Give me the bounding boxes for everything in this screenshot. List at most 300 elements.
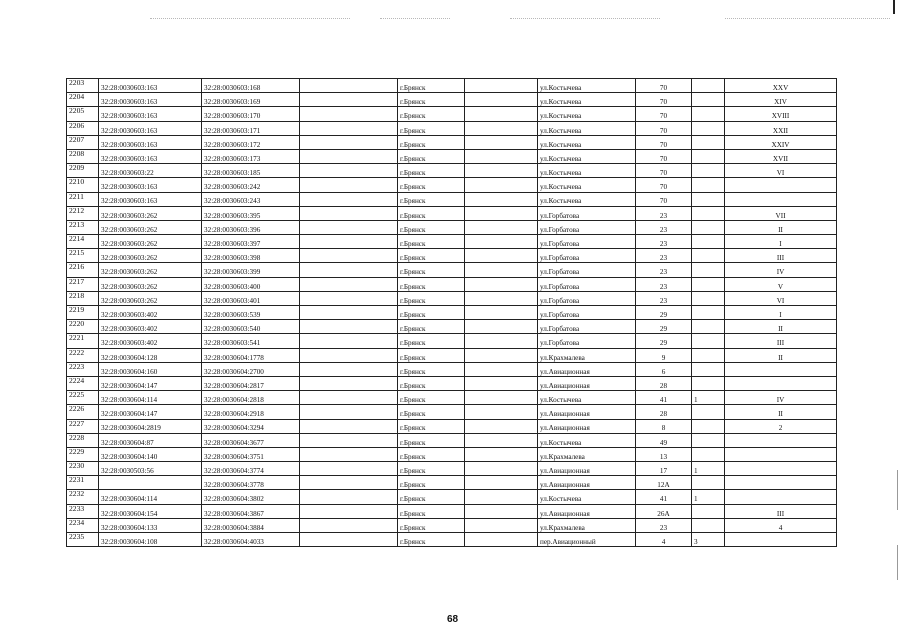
house-number: 12А [636, 476, 692, 490]
parent-cadastral-number: 32:28:0030604:2819 [99, 419, 202, 433]
room-number [725, 447, 837, 461]
parent-cadastral-number: 32:28:0030604:160 [99, 362, 202, 376]
parent-cadastral-number: 32:28:0030604:133 [99, 518, 202, 532]
empty-cell [465, 107, 538, 121]
parent-cadastral-number: 32:28:0030603:163 [99, 149, 202, 163]
empty-cell [465, 277, 538, 291]
empty-cell [465, 263, 538, 277]
row-number: 2206 [67, 121, 99, 135]
row-number: 2211 [67, 192, 99, 206]
empty-cell [300, 192, 398, 206]
room-number: III [725, 504, 837, 518]
empty-cell [465, 476, 538, 490]
empty-cell [300, 433, 398, 447]
building-part [692, 306, 725, 320]
row-number: 2224 [67, 376, 99, 390]
house-number: 4 [636, 533, 692, 547]
table-row [67, 504, 837, 518]
cadastral-number: 32:28:0030604:3774 [202, 462, 300, 476]
empty-cell [465, 93, 538, 107]
city-cell: г.Брянск [398, 405, 465, 419]
city-cell: г.Брянск [398, 192, 465, 206]
table-row [67, 490, 837, 504]
house-number: 23 [636, 220, 692, 234]
house-number: 41 [636, 391, 692, 405]
empty-cell [300, 249, 398, 263]
city-cell: г.Брянск [398, 447, 465, 461]
building-part [692, 447, 725, 461]
room-number: XVIII [725, 107, 837, 121]
room-number: XXV [725, 79, 837, 93]
cadastral-number: 32:28:0030604:3867 [202, 504, 300, 518]
room-number [725, 192, 837, 206]
table-row [67, 533, 837, 547]
table-row [67, 121, 837, 135]
city-cell: г.Брянск [398, 263, 465, 277]
page-number: 68 [446, 614, 459, 625]
empty-cell [300, 391, 398, 405]
empty-cell [300, 419, 398, 433]
table-row [67, 149, 837, 163]
cadastral-number: 32:28:0030603:243 [202, 192, 300, 206]
city-cell: г.Брянск [398, 433, 465, 447]
house-number: 23 [636, 235, 692, 249]
cadastral-number: 32:28:0030603:169 [202, 93, 300, 107]
street-cell: ул.Костычева [538, 192, 636, 206]
empty-cell [300, 447, 398, 461]
scan-side-mark [897, 545, 898, 580]
empty-cell [465, 320, 538, 334]
row-number: 2210 [67, 178, 99, 192]
room-number: VI [725, 164, 837, 178]
building-part [692, 277, 725, 291]
house-number: 23 [636, 263, 692, 277]
street-cell: ул.Горбатова [538, 206, 636, 220]
house-number: 6 [636, 362, 692, 376]
parent-cadastral-number: 32:28:0030604:87 [99, 433, 202, 447]
building-part [692, 220, 725, 234]
house-number: 28 [636, 376, 692, 390]
empty-cell [300, 490, 398, 504]
scan-edge-mark [893, 0, 895, 14]
city-cell: г.Брянск [398, 391, 465, 405]
table-row [67, 93, 837, 107]
building-part: 3 [692, 533, 725, 547]
street-cell: ул.Костычева [538, 79, 636, 93]
row-number: 2205 [67, 107, 99, 121]
house-number: 70 [636, 79, 692, 93]
parent-cadastral-number: 32:28:0030604:154 [99, 504, 202, 518]
building-part [692, 107, 725, 121]
empty-cell [300, 277, 398, 291]
parent-cadastral-number: 32:28:0030603:262 [99, 220, 202, 234]
city-cell: г.Брянск [398, 476, 465, 490]
building-part [692, 405, 725, 419]
registry-table-body [67, 79, 837, 547]
street-cell: ул.Авиационная [538, 405, 636, 419]
parent-cadastral-number: 32:28:0030603:163 [99, 192, 202, 206]
building-part [692, 419, 725, 433]
house-number: 41 [636, 490, 692, 504]
house-number: 70 [636, 178, 692, 192]
empty-cell [465, 334, 538, 348]
empty-cell [300, 504, 398, 518]
building-part: 1 [692, 462, 725, 476]
row-number: 2218 [67, 291, 99, 305]
city-cell: г.Брянск [398, 149, 465, 163]
table-row [67, 447, 837, 461]
row-number: 2232 [67, 490, 99, 504]
house-number: 29 [636, 320, 692, 334]
empty-cell [465, 249, 538, 263]
cadastral-number: 32:28:0030603:396 [202, 220, 300, 234]
empty-cell [465, 447, 538, 461]
empty-cell [465, 504, 538, 518]
empty-cell [300, 263, 398, 277]
room-number: II [725, 348, 837, 362]
row-number: 2231 [67, 476, 99, 490]
building-part: 1 [692, 391, 725, 405]
cadastral-number: 32:28:0030603:401 [202, 291, 300, 305]
street-cell: ул.Крахмалева [538, 518, 636, 532]
empty-cell [300, 518, 398, 532]
street-cell: ул.Горбатова [538, 306, 636, 320]
scan-artifact-line [725, 18, 890, 20]
cadastral-number: 32:28:0030603:400 [202, 277, 300, 291]
building-part [692, 93, 725, 107]
empty-cell [465, 206, 538, 220]
house-number: 70 [636, 135, 692, 149]
cadastral-number: 32:28:0030603:540 [202, 320, 300, 334]
street-cell: ул.Костычева [538, 121, 636, 135]
empty-cell [300, 235, 398, 249]
empty-cell [300, 206, 398, 220]
cadastral-number: 32:28:0030603:397 [202, 235, 300, 249]
street-cell: ул.Костычева [538, 178, 636, 192]
room-number: XVII [725, 149, 837, 163]
empty-cell [465, 462, 538, 476]
city-cell: г.Брянск [398, 320, 465, 334]
cadastral-number: 32:28:0030603:242 [202, 178, 300, 192]
house-number: 29 [636, 334, 692, 348]
empty-cell [300, 291, 398, 305]
street-cell: ул.Горбатова [538, 334, 636, 348]
room-number: XIV [725, 93, 837, 107]
empty-cell [300, 149, 398, 163]
room-number: II [725, 405, 837, 419]
building-part [692, 504, 725, 518]
empty-cell [300, 362, 398, 376]
empty-cell [465, 178, 538, 192]
room-number: VII [725, 206, 837, 220]
building-part [692, 164, 725, 178]
table-row [67, 320, 837, 334]
empty-cell [300, 476, 398, 490]
row-number: 2220 [67, 320, 99, 334]
building-part [692, 178, 725, 192]
city-cell: г.Брянск [398, 518, 465, 532]
city-cell: г.Брянск [398, 235, 465, 249]
cadastral-number: 32:28:0030604:2817 [202, 376, 300, 390]
empty-cell [465, 79, 538, 93]
table-row [67, 518, 837, 532]
house-number: 23 [636, 206, 692, 220]
parent-cadastral-number [99, 476, 202, 490]
cadastral-number: 32:28:0030604:3294 [202, 419, 300, 433]
cadastral-number: 32:28:0030604:3802 [202, 490, 300, 504]
city-cell: г.Брянск [398, 249, 465, 263]
room-number [725, 533, 837, 547]
building-part: 1 [692, 490, 725, 504]
parent-cadastral-number: 32:28:0030503:56 [99, 462, 202, 476]
cadastral-number: 32:28:0030604:3778 [202, 476, 300, 490]
table-row [67, 135, 837, 149]
table-row [67, 476, 837, 490]
parent-cadastral-number: 32:28:0030604:128 [99, 348, 202, 362]
empty-cell [300, 405, 398, 419]
empty-cell [300, 107, 398, 121]
row-number: 2215 [67, 249, 99, 263]
street-cell: ул.Горбатова [538, 291, 636, 305]
city-cell: г.Брянск [398, 135, 465, 149]
row-number: 2213 [67, 220, 99, 234]
street-cell: ул.Костычева [538, 490, 636, 504]
cadastral-number: 32:28:0030604:2818 [202, 391, 300, 405]
house-number: 26А [636, 504, 692, 518]
table-row [67, 462, 837, 476]
city-cell: г.Брянск [398, 348, 465, 362]
table-row [67, 348, 837, 362]
building-part [692, 348, 725, 362]
house-number: 23 [636, 277, 692, 291]
parent-cadastral-number: 32:28:0030603:402 [99, 334, 202, 348]
room-number: 2 [725, 419, 837, 433]
street-cell: пер.Авиационный [538, 533, 636, 547]
row-number: 2216 [67, 263, 99, 277]
cadastral-number: 32:28:0030604:2918 [202, 405, 300, 419]
row-number: 2234 [67, 518, 99, 532]
room-number: XXIV [725, 135, 837, 149]
building-part [692, 320, 725, 334]
parent-cadastral-number: 32:28:0030603:163 [99, 178, 202, 192]
street-cell: ул.Авиационная [538, 419, 636, 433]
empty-cell [300, 320, 398, 334]
table-row [67, 405, 837, 419]
room-number [725, 462, 837, 476]
city-cell: г.Брянск [398, 490, 465, 504]
empty-cell [465, 291, 538, 305]
parent-cadastral-number: 32:28:0030604:147 [99, 405, 202, 419]
city-cell: г.Брянск [398, 93, 465, 107]
empty-cell [465, 419, 538, 433]
street-cell: ул.Авиационная [538, 376, 636, 390]
cadastral-number: 32:28:0030603:395 [202, 206, 300, 220]
city-cell: г.Брянск [398, 462, 465, 476]
table-row [67, 249, 837, 263]
room-number: VI [725, 291, 837, 305]
cadastral-number: 32:28:0030603:173 [202, 149, 300, 163]
row-number: 2235 [67, 533, 99, 547]
empty-cell [465, 235, 538, 249]
cadastral-number: 32:28:0030604:1778 [202, 348, 300, 362]
empty-cell [465, 135, 538, 149]
empty-cell [465, 149, 538, 163]
building-part [692, 206, 725, 220]
house-number: 70 [636, 164, 692, 178]
street-cell: ул.Горбатова [538, 235, 636, 249]
table-row [67, 178, 837, 192]
house-number: 70 [636, 93, 692, 107]
street-cell: ул.Горбатова [538, 320, 636, 334]
cadastral-number: 32:28:0030603:170 [202, 107, 300, 121]
city-cell: г.Брянск [398, 121, 465, 135]
street-cell: ул.Костычева [538, 391, 636, 405]
city-cell: г.Брянск [398, 504, 465, 518]
table-row [67, 164, 837, 178]
room-number: IV [725, 391, 837, 405]
scan-artifact-line [510, 18, 660, 20]
room-number [725, 433, 837, 447]
empty-cell [300, 135, 398, 149]
parent-cadastral-number: 32:28:0030603:262 [99, 249, 202, 263]
building-part [692, 291, 725, 305]
parent-cadastral-number: 32:28:0030603:262 [99, 235, 202, 249]
row-number: 2217 [67, 277, 99, 291]
building-part [692, 235, 725, 249]
row-number: 2219 [67, 306, 99, 320]
empty-cell [465, 306, 538, 320]
cadastral-number: 32:28:0030603:185 [202, 164, 300, 178]
house-number: 8 [636, 419, 692, 433]
room-number: II [725, 220, 837, 234]
parent-cadastral-number: 32:28:0030603:262 [99, 206, 202, 220]
street-cell: ул.Костычева [538, 433, 636, 447]
parent-cadastral-number: 32:28:0030603:262 [99, 277, 202, 291]
row-number: 2223 [67, 362, 99, 376]
empty-cell [465, 433, 538, 447]
empty-cell [300, 79, 398, 93]
city-cell: г.Брянск [398, 419, 465, 433]
row-number: 2203 [67, 79, 99, 93]
house-number: 70 [636, 192, 692, 206]
parent-cadastral-number: 32:28:0030603:163 [99, 93, 202, 107]
row-number: 2207 [67, 135, 99, 149]
cadastral-number: 32:28:0030603:399 [202, 263, 300, 277]
table-row [67, 376, 837, 390]
table-row [67, 391, 837, 405]
cadastral-number: 32:28:0030604:3677 [202, 433, 300, 447]
parent-cadastral-number: 32:28:0030604:140 [99, 447, 202, 461]
parent-cadastral-number: 32:28:0030603:262 [99, 291, 202, 305]
row-number: 2228 [67, 433, 99, 447]
room-number [725, 362, 837, 376]
empty-cell [465, 164, 538, 178]
parent-cadastral-number: 32:28:0030604:114 [99, 490, 202, 504]
empty-cell [300, 306, 398, 320]
house-number: 23 [636, 249, 692, 263]
city-cell: г.Брянск [398, 79, 465, 93]
house-number: 17 [636, 462, 692, 476]
city-cell: г.Брянск [398, 376, 465, 390]
table-row [67, 419, 837, 433]
street-cell: ул.Костычева [538, 135, 636, 149]
empty-cell [300, 121, 398, 135]
street-cell: ул.Горбатова [538, 220, 636, 234]
parent-cadastral-number: 32:28:0030603:22 [99, 164, 202, 178]
building-part [692, 518, 725, 532]
scan-artifact-line [150, 18, 350, 20]
table-row [67, 263, 837, 277]
building-part [692, 121, 725, 135]
empty-cell [465, 533, 538, 547]
building-part [692, 362, 725, 376]
street-cell: ул.Костычева [538, 93, 636, 107]
city-cell: г.Брянск [398, 291, 465, 305]
room-number [725, 476, 837, 490]
empty-cell [465, 490, 538, 504]
building-part [692, 79, 725, 93]
street-cell: ул.Авиационная [538, 476, 636, 490]
table-row [67, 277, 837, 291]
cadastral-number: 32:28:0030603:398 [202, 249, 300, 263]
cadastral-number: 32:28:0030604:3751 [202, 447, 300, 461]
building-part [692, 149, 725, 163]
empty-cell [300, 164, 398, 178]
row-number: 2225 [67, 391, 99, 405]
row-number: 2229 [67, 447, 99, 461]
room-number [725, 178, 837, 192]
row-number: 2214 [67, 235, 99, 249]
street-cell: ул.Костычева [538, 149, 636, 163]
row-number: 2226 [67, 405, 99, 419]
city-cell: г.Брянск [398, 164, 465, 178]
city-cell: г.Брянск [398, 533, 465, 547]
city-cell: г.Брянск [398, 107, 465, 121]
cadastral-number: 32:28:0030603:541 [202, 334, 300, 348]
table-row [67, 206, 837, 220]
table-row [67, 107, 837, 121]
building-part [692, 192, 725, 206]
empty-cell [300, 533, 398, 547]
city-cell: г.Брянск [398, 220, 465, 234]
row-number: 2212 [67, 206, 99, 220]
table-row [67, 192, 837, 206]
row-number: 2233 [67, 504, 99, 518]
table-row [67, 79, 837, 93]
city-cell: г.Брянск [398, 277, 465, 291]
street-cell: ул.Крахмалева [538, 447, 636, 461]
house-number: 13 [636, 447, 692, 461]
building-part [692, 376, 725, 390]
house-number: 23 [636, 518, 692, 532]
room-number: V [725, 277, 837, 291]
cadastral-number: 32:28:0030603:539 [202, 306, 300, 320]
parent-cadastral-number: 32:28:0030604:108 [99, 533, 202, 547]
room-number: I [725, 306, 837, 320]
empty-cell [300, 376, 398, 390]
empty-cell [300, 220, 398, 234]
street-cell: ул.Горбатова [538, 249, 636, 263]
parent-cadastral-number: 32:28:0030603:163 [99, 135, 202, 149]
room-number: III [725, 334, 837, 348]
house-number: 23 [636, 291, 692, 305]
row-number: 2204 [67, 93, 99, 107]
cadastral-number: 32:28:0030603:171 [202, 121, 300, 135]
parent-cadastral-number: 32:28:0030603:262 [99, 263, 202, 277]
empty-cell [465, 518, 538, 532]
cadastral-number: 32:28:0030604:4033 [202, 533, 300, 547]
table-row [67, 362, 837, 376]
